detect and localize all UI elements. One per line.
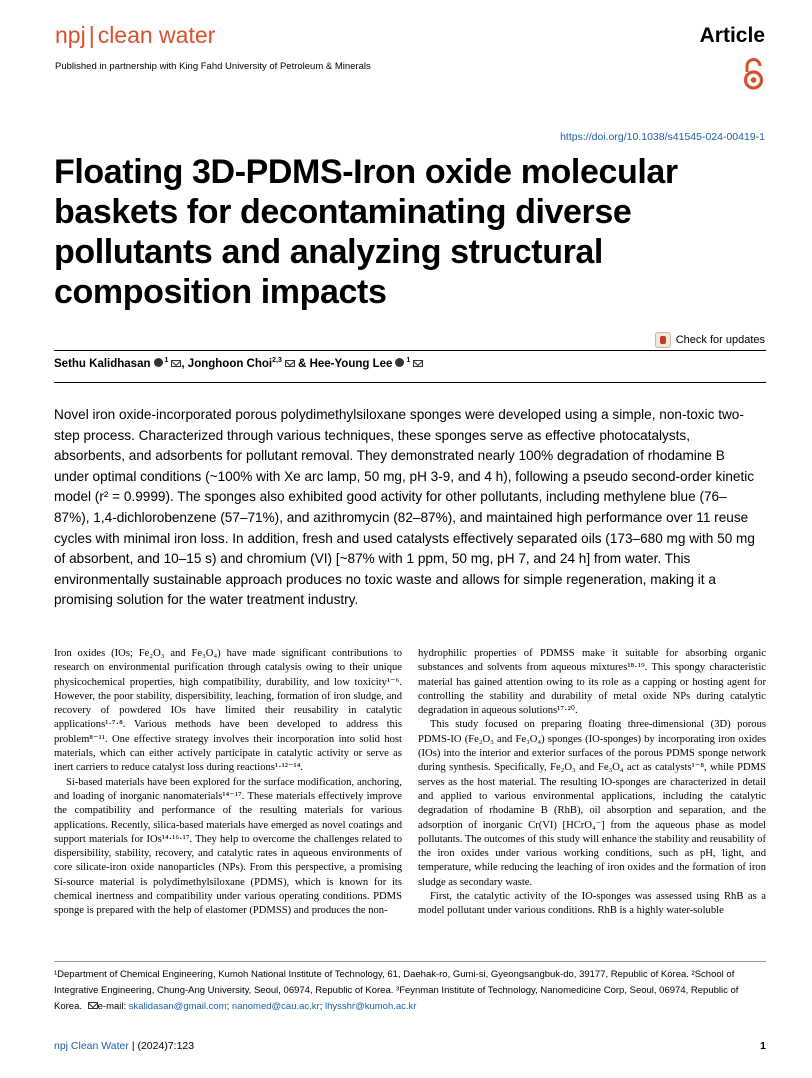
body-paragraph: Si-based materials have been explored for the surface modification, anchoring, and loading of inorganic nanomaterials¹⁴⁻¹⁷. These materials effectively improve the compatibility and performance of the resulting materials for various applications. Recently, silica-based materials have emerged as novel coatings and support materials for IOs¹⁴·¹⁶·¹⁷. They help to overcome the challenges related to dispersibility, stability, recovery, and catalytic rates in aqueous environments of core silicate-iron oxide nanoparticles (NPs). From this perspective, a promising Si-source material is polydimethylsiloxane (PDMS), which is known for its chemical inertness and compatibility under various operating conditions. PDMS sponge is prepared with the help of elastomer (PDMSS) and produces the non- [54, 776, 402, 917]
email-label: e-mail: [97, 1001, 127, 1012]
check-updates-label: Check for updates [675, 334, 765, 346]
author-separator: , [181, 358, 188, 370]
author-affiliation: 2,3 [272, 357, 282, 365]
journal-brand: npj [55, 22, 86, 48]
footer-journal-name[interactable]: npj Clean Water [54, 1040, 129, 1052]
check-for-updates-button[interactable] [655, 332, 765, 348]
author-divider [54, 382, 766, 383]
article-title: Floating 3D-PDMS-Iron oxide molecular baskets for decontaminating diverse pollutants and analyzing structural composition impacts [54, 153, 678, 311]
footnote-divider [54, 961, 766, 962]
body-paragraph: First, the catalytic activity of the IO-sponges was assessed using RhB as a model pollutant under various conditions. RhB is a highly water-soluble [418, 891, 766, 917]
journal-name: clean water [97, 22, 216, 48]
journal-divider: | [88, 22, 95, 48]
body-paragraph: hydrophilic properties of PDMSS make it suitable for absorbing organic substances and solvents from aqueous mixtures¹⁸·¹⁹. This spongy characteristic material has gained attention owing to its role as a capping or hosting agent for controlling the stability and durability of metal oxide NPs during catalytic degradation in aqueous solutions¹⁷·²⁰. [418, 648, 766, 717]
affiliation-text: ¹Department of Chemical Engineering, Kumoh National Institute of Technology, 61, Daehak-ro, Gumi-si, Gyeongsangbuk-do, 39177, Republic of Korea. ²School of Integrative Engineering, Chung-Ang University, Seoul, 06974, Republic of Korea. ³Feynman Institute of Technology, Nanomedicine Corp, Seoul, 06974, Republic of Korea. [54, 969, 739, 1012]
check-updates-icon [655, 332, 671, 348]
author-list [54, 356, 423, 372]
author-affiliation: 1 [164, 357, 169, 365]
footer-volume: | (2024)7:123 [131, 1040, 195, 1052]
article-type: Article [699, 24, 765, 47]
email-icon[interactable] [285, 360, 295, 367]
abstract: Novel iron oxide-incorporated porous polydimethylsiloxane sponges were developed using a simple, non-toxic two-step process. Characterized through various techniques, these sponges serve as effective photocatalysts, absorbents, and adsorbents for pollutant removal. They demonstrated nearly 100% degradation of rhodamine B under optimal conditions (~100% with Xe arc lamp, 50 mg, pH 3-9, and 4 h), following a pseudo second-order kinetic model (r² = 0.9999). The sponges also exhibited good activity for other pollutants, including methylene blue (76–87%), 1,4-dichlorobenzene (57–71%), and azithromycin (82–87%), and maintained high performance over 11 reuse cycles with minimal iron loss. In addition, fresh and used catalysts effectively separated oils (173–680 mg with 50 mg of absorbent, and 10–15 s) and chromium (VI) [~87% with 1 ppm, 50 mg, pH 7, and 24 h] from water. This environmentally sustainable approach produces no toxic waste and allows for simple regeneration, making it a promising solution for the water treatment industry. [54, 407, 755, 608]
email-link[interactable]: skalidasan@gmail.com [128, 1001, 227, 1012]
journal-logo [55, 21, 215, 49]
author-name[interactable]: Hee-Young Lee [309, 358, 393, 370]
footer-citation [54, 1040, 194, 1052]
body-paragraph: This study focused on preparing floating three-dimensional (3D) porous PDMS-IO (Fe₂O₃ and Fe₃O₄) sponges (IO-sponges) by incorporating iron oxides (IOs) into the interior and exterior surfaces of the porous PDMS sponge network during synthesis. Specifically, Fe₂O₃ and Fe₃O₄ act as catalysts¹⁻⁸, while PDMS serves as the host material. The resulting IO-sponges are characterized in detail and applied to various environmental applications, including the catalytic degradation of rhodamine B (RhB), oil absorption and separation, and the adsorption of inorganic Cr(VI) [HCrO₄⁻] from the aqueous phase as model pollutants. The outcomes of this study will enhance the stability and reusability of the iron oxides under various working conditions, such as pH, light, and temperature, while reducing the leaching of iron oxides and the formation of iron sludge as secondary waste. [418, 719, 766, 888]
body-column-right [418, 647, 766, 919]
doi-link[interactable]: https://doi.org/10.1038/s41545-024-00419-1 [560, 131, 765, 143]
author-name[interactable]: Sethu Kalidhasan [54, 358, 151, 370]
body-column-left [54, 647, 402, 919]
page-number: 1 [760, 1040, 766, 1052]
email-icon [88, 1002, 98, 1009]
orcid-icon[interactable] [395, 358, 404, 367]
email-link[interactable]: lhysshr@kumoh.ac.kr [325, 1001, 417, 1012]
email-icon[interactable] [413, 360, 423, 367]
author-separator: & [294, 358, 310, 370]
body-paragraph: Iron oxides (IOs; Fe₂O₃ and Fe₃O₄) have made significant contributions to research on environmental purification through catalysis owing to their unique physicochemical properties, high compatibility, durability, and low toxicity¹⁻⁶. However, the poor stability, dispersibility, leaching, formation of iron sludge, and recovery of powdered IOs have limited their reusability in catalytic applications¹·⁷·⁸. Various methods have been developed to address this problem⁸⁻¹¹. One effective strategy involves their incorporation into solid host materials, which can either actively participate in catalytic activity or serve as inert carriers to reduce catalyst loss during reactions¹·¹²⁻¹⁴. [54, 648, 402, 774]
email-link[interactable]: nanomed@cau.ac.kr [231, 1001, 320, 1012]
affiliations: ¹Department of Chemical Engineering, Kumoh National Institute of Technology, 61, Daehak-ro, Gumi-si, Gyeongsangbuk-do, 39177, Republic of Korea. ²School of Integrative Engineering, Chung-Ang University, Seoul, 06974, Republic of Korea. ³Feynman Institute of Technology, Nanomedicine Corp, Seoul, 06974, Republic of Korea. e-mail: skalidasan@gmail.com; nanomed@cau.ac.kr; lhysshr@kumoh.ac.kr [54, 969, 739, 1012]
email-icon[interactable] [171, 360, 181, 367]
author-affiliation: 1 [406, 357, 411, 365]
title-divider [54, 350, 766, 351]
author-name[interactable]: Jonghoon Choi [187, 358, 273, 370]
partnership-note: Published in partnership with King Fahd University of Petroleum & Minerals [55, 61, 371, 72]
orcid-icon[interactable] [154, 358, 163, 367]
open-access-icon [743, 58, 764, 91]
